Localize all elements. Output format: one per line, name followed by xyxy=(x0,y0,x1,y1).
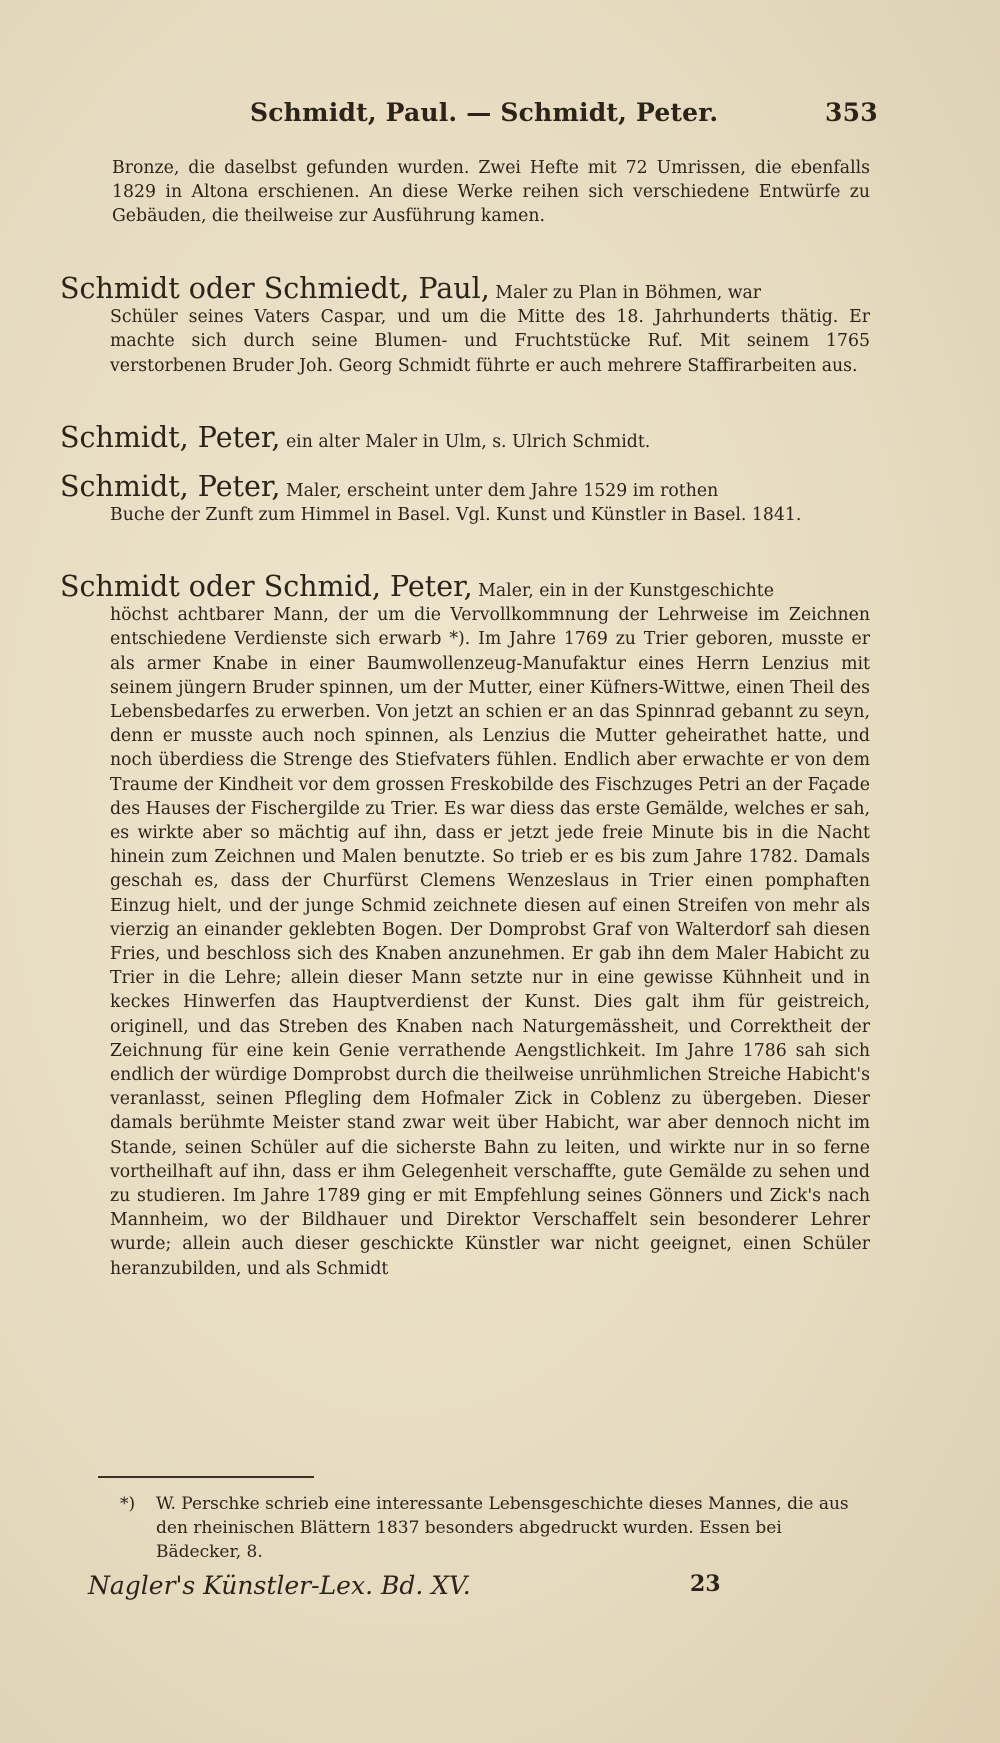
entry-body: Schüler seines Vaters Caspar, und um die Mitte des 18. Jahrhunderts thätig. Er machte sich durch seine Blumen- und Fruchtstücke Ruf. Mit seinem 1765 verstorbenen Bruder Joh. Georg Schmidt führte er auch mehrere Staffirarbeiten aus. xyxy=(110,307,870,376)
entry-first-line: Maler, erscheint unter dem Jahre 1529 im rothen xyxy=(285,481,719,501)
page-number: 353 xyxy=(825,98,878,127)
entry-first-line: Maler, ein in der Kunstgeschichte xyxy=(478,581,774,601)
footnote-text: W. Perschke schrieb eine interessante Lebensgeschichte dieses Mannes, die aus den rheinischen Blättern 1837 besonders abgedruckt wurden. Essen bei Bädecker, 8. xyxy=(156,1494,849,1562)
page-footer xyxy=(88,1571,728,1600)
running-header xyxy=(250,98,878,127)
entry-body: höchst achtbarer Mann, der um die Vervollkommnung der Lehrweise im Zeichnen entschiedene Verdienste sich erwarb *). Im Jahre 1769 zu Trier geboren, musste er als armer Knabe in einer Baumwollenzeug-Manufaktur eines Herrn Lenzius mit seinem jüngern Bruder spinnen, um der Mutter, einer Küfners-Wittwe, einen Theil des Lebensbedarfes zu erwerben. Von jetzt an schien er an das Spinnrad gebannt zu seyn, denn er musste auch noch spinnen, als Lenzius die Mutter geheirathet hatte, und noch überdiess die Strenge des Stiefvaters fühlen. Endlich aber erwachte er von dem Traume der Kindheit vor dem grossen Freskobilde des Fischzuges Petri an der Façade des Hauses der Fischergilde zu Trier. Es war diess das erste Gemälde, welches er sah, es wirkte aber so mächtig auf ihn, dass er jetzt jede freie Minute bis in die Nacht hinein zum Zeichnen und Malen benutzte. So trieb er es bis zum Jahre 1782. Damals geschah es, dass der Churfürst Clemens Wenzeslaus in Trier einen pomphaften Einzug hielt, und der junge Schmid zeichnete diesen auf einen Streifen von mehr als vierzig an einander geklebten Bogen. Der Domprobst Graf von Walterdorf sah diesen Fries, und beschloss sich des Knaben anzunehmen. Er gab ihn dem Maler Habicht zu Trier in die Lehre; allein dieser Mann setzte nur in eine gewisse Kühnheit und in keckes Hinwerfen das Hauptverdienst der Kunst. Dies galt ihm für geistreich, originell, und das Streben des Knaben nach Naturgemässheit, und Correktheit der Zeichnung für eine kein Genie verrathende Aengstlichkeit. Im Jahre 1786 sah sich endlich der würdige Domprobst durch die theilweise unrühmlichen Streiche Habicht's veranlasst, seinen Pflegling dem Hofmaler Zick in Coblenz zu übergeben. Dieser damals berühmte Meister stand zwar weit über Habicht, war aber dennoch nicht im Stande, seinen Schüler auf die sicherste Bahn zu leiten, und wirkte nur in so ferne vortheilhaft auf ihn, dass er ihm Gelegenheit verschaffte, gute Gemälde zu sehen und zu studieren. Im Jahre 1789 ging er mit Empfehlung seines Gönners und Zick's nach Mannheim, wo der Bildhauer und Direktor Verschaffelt sein besonderer Lehrer wurde; allein auch dieser geschickte Künstler war nicht geeignet, einen Schüler heranzubilden, und als Schmidt xyxy=(110,605,870,1279)
continuation-text: Bronze, die daselbst gefunden wurden. Zwei Hefte mit 72 Umrissen, die ebenfalls 1829 in Altona erschienen. An diese Werke reihen sich verschiedene Entwürfe zu Gebäuden, die theilweise zur Ausführung kamen. xyxy=(112,158,870,227)
entry-paul-schmidt xyxy=(60,272,870,378)
footnote xyxy=(120,1492,865,1564)
entry-peter-schmid-trier xyxy=(60,570,870,1281)
footnote-marker: *) xyxy=(120,1494,136,1514)
footer-source: Nagler's Künstler-Lex. Bd. XV. xyxy=(88,1571,471,1600)
entry-first-line: Maler zu Plan in Böhmen, war xyxy=(495,283,762,303)
header-title: Schmidt, Paul. — Schmidt, Peter. xyxy=(250,98,719,127)
entry-headword: Schmidt, Peter, xyxy=(60,470,281,503)
entry-peter-schmidt-ulm xyxy=(60,421,870,454)
footer-signature: 23 xyxy=(690,1571,721,1597)
entry-headword: Schmidt oder Schmid, Peter, xyxy=(60,570,473,603)
footnote-divider xyxy=(98,1476,314,1478)
entry-headword: Schmidt oder Schmiedt, Paul, xyxy=(60,272,490,305)
entry-headword: Schmidt, Peter, xyxy=(60,421,281,454)
continuation-paragraph xyxy=(60,156,870,229)
entry-peter-schmidt-basel xyxy=(60,470,870,527)
entry-body: Buche der Zunft zum Himmel in Basel. Vgl. Kunst und Künstler in Basel. 1841. xyxy=(110,505,802,526)
entry-first-line: ein alter Maler in Ulm, s. Ulrich Schmidt. xyxy=(285,432,651,452)
